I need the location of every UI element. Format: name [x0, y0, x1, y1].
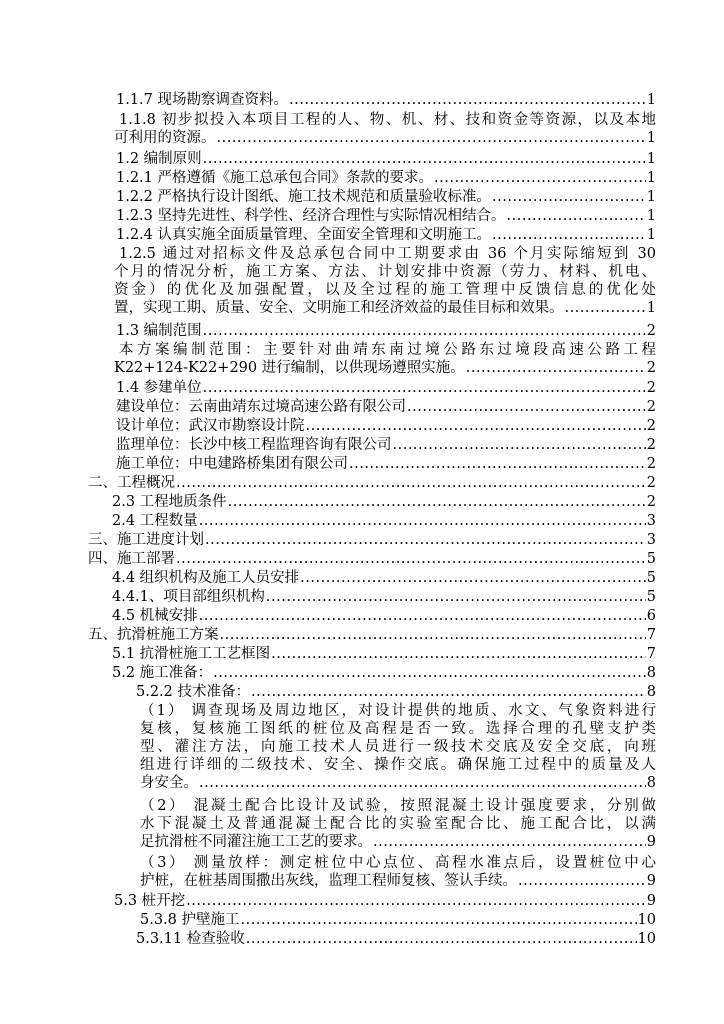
toc-entry-text: 1.2.4 认真实施全面质量管理、全面安全管理和文明施工。: [116, 227, 492, 243]
toc-entry[interactable]: [116, 398, 656, 416]
toc-leader-dots: [306, 417, 646, 435]
toc-page-number: 5: [646, 570, 656, 586]
toc-entry[interactable]: [116, 226, 656, 244]
toc-leader-dots: [289, 91, 646, 109]
toc-entry[interactable]: [112, 588, 656, 606]
toc-leader-dots: [300, 569, 646, 587]
toc-entry[interactable]: [116, 322, 656, 340]
toc-entry[interactable]: [116, 207, 656, 225]
toc-entry[interactable]: [116, 150, 656, 168]
toc-entry-text: 5.3 桩开挖: [114, 893, 186, 909]
toc-entry[interactable]: [116, 436, 656, 454]
toc-page-number: 9: [646, 873, 656, 889]
toc-page-number: 10: [637, 912, 656, 928]
toc-page-number: 1: [646, 189, 656, 205]
toc-entry[interactable]: [116, 169, 656, 187]
toc-entry-text: 5.2.2 技术准备：: [136, 684, 251, 700]
toc-leader-dots: [507, 207, 646, 225]
toc-entry-line: 型、灌注方法，向施工技术人员进行一级技术交底及安全交底，向班: [140, 739, 656, 755]
toc-page-number: 1: [646, 151, 656, 167]
toc-leader-dots: [241, 911, 637, 929]
toc-entry-text: 1.1.7 现场勘察调查资料。: [116, 92, 289, 108]
toc-page-number: 3: [646, 513, 656, 529]
toc-entry-line: 组进行详细的二级技术、安全、操作交底。确保施工过程中的质量及人: [140, 757, 656, 773]
toc-leader-dots: [373, 833, 646, 851]
toc-leader-dots: [271, 645, 646, 663]
toc-page-number: 7: [646, 627, 656, 643]
toc-leader-dots: [393, 436, 646, 454]
toc-entry-line: 个月的情况分析，施工方案、方法、计划安排中资源（劳力、材料、机电、: [114, 264, 656, 280]
toc-entry-text: 4.5 机械安排: [112, 608, 198, 624]
toc-leader-dots: [565, 299, 646, 317]
toc-leader-dots: [205, 531, 646, 549]
toc-leader-dots: [492, 188, 646, 206]
toc-page-number: 1: [646, 92, 656, 108]
toc-entry-text: 1.2.2 严格执行设计图纸、施工技术规范和质量验收标准。: [116, 189, 492, 205]
toc-entry[interactable]: [116, 91, 656, 109]
toc-entry-line: K22+124-K22+290 进行编制，以供现场遵照实施。: [114, 360, 465, 376]
toc-leader-dots: [466, 359, 646, 377]
toc-page-number: 9: [646, 834, 656, 850]
toc-leader-dots: [266, 588, 646, 606]
toc-entry-line: 1.1.8 初步拟投入本项目工程的人、物、机、材、技和资金等资源，以及本地: [119, 112, 656, 128]
toc-entry[interactable]: [114, 892, 656, 910]
toc-entry[interactable]: [140, 911, 656, 929]
toc-leader-dots: [251, 683, 646, 701]
toc-page-number: 2: [646, 360, 656, 376]
toc-page-number: 1: [646, 130, 656, 146]
toc-entry-line: 可利用的资源。: [114, 130, 216, 146]
toc-page-number: 8: [646, 775, 656, 791]
toc-page-number: 5: [646, 589, 656, 605]
toc-entry-text: 5.3.11 检查验收: [136, 931, 245, 947]
toc-page-number: 2: [646, 475, 656, 491]
toc-leader-dots: [220, 626, 646, 644]
toc-leader-dots: [176, 474, 646, 492]
toc-entry-text: 二、工程概况: [88, 475, 175, 491]
toc-entry-text: 1.4 参建单位: [116, 380, 202, 396]
toc-entry-text: 三、施工进度计划: [88, 532, 204, 548]
toc-leader-dots: [492, 226, 646, 244]
toc-page-number: 9: [646, 893, 656, 909]
toc-page-number: 1: [646, 227, 656, 243]
toc-page-number: 2: [646, 380, 656, 396]
toc-leader-dots: [349, 455, 646, 473]
toc-page-number: 1: [646, 170, 656, 186]
toc-leader-dots: [217, 129, 646, 147]
toc-leader-dots: [176, 550, 646, 568]
toc-entry[interactable]: [112, 569, 656, 587]
toc-page-number: 10: [637, 931, 656, 947]
toc-entry-text: 监理单位：长沙中核工程监理咨询有限公司: [116, 437, 392, 453]
toc-entry-text: 2.4 工程数量: [112, 513, 198, 529]
toc-entry-text: 4.4 组织机构及施工人员安排: [112, 570, 300, 586]
toc-entry-text: 5.1 抗滑桩施工工艺框图: [112, 646, 271, 662]
toc-entry-text: 2.3 工程地质条件: [112, 494, 227, 510]
toc-leader-dots: [228, 493, 646, 511]
toc-entry[interactable]: [116, 188, 656, 206]
toc-leader-dots: [203, 322, 646, 340]
toc-page-number: 3: [646, 532, 656, 548]
toc-entry-line: 复核，复核施工图纸的桩位及高程是否一致。选择合理的孔壁支护类: [140, 721, 656, 737]
toc-entry-line: 1.2.5 通过对招标文件及总承包合同中工期要求由 36 个月实际缩短到 30: [119, 246, 656, 262]
toc-entry-line: 资金）的优化及加强配置，以及全过程的施工管理中反馈信息的优化处: [114, 282, 656, 298]
toc-entry-line: 置，实现工期、质量、安全、文明施工和经济效益的最佳目标和效果。: [114, 300, 564, 316]
toc-entry[interactable]: [112, 645, 656, 663]
toc-page-number: 1: [646, 208, 656, 224]
toc-entry-text: 5.3.8 护壁施工: [140, 912, 240, 928]
toc-entry[interactable]: [116, 417, 656, 435]
toc-entry-line: （2） 混凝土配合比设计及试验，按照混凝土设计强度要求，分别做: [140, 798, 656, 814]
toc-page-number: 5: [646, 551, 656, 567]
toc-entry[interactable]: [114, 111, 656, 147]
toc-entry-text: 设计单位：武汉市勘察设计院: [116, 418, 305, 434]
toc-leader-dots: [203, 379, 646, 397]
toc-entry[interactable]: [88, 626, 656, 644]
toc-leader-dots: [199, 512, 646, 530]
toc-leader-dots: [246, 930, 637, 948]
toc-page-number: 2: [646, 418, 656, 434]
toc-entry[interactable]: [116, 379, 656, 397]
toc-entry[interactable]: [140, 702, 656, 792]
toc-page-number: 2: [646, 323, 656, 339]
toc-page-number: 8: [646, 684, 656, 700]
toc-entry[interactable]: [112, 493, 656, 511]
toc-entry[interactable]: [136, 683, 656, 701]
toc-entry-text: 五、抗滑桩施工方案: [88, 627, 219, 643]
toc-leader-dots: [407, 398, 646, 416]
toc-entry-text: 1.2.1 严格遵循《施工总承包合同》条款的要求。: [116, 170, 434, 186]
toc-page-number: 8: [646, 665, 656, 681]
toc-entry[interactable]: [112, 607, 656, 625]
toc-entry[interactable]: [114, 245, 656, 317]
toc-entry-line: （1） 调查现场及周边地区，对设计提供的地质、水文、气象资料进行: [140, 703, 656, 719]
toc-leader-dots: [203, 150, 646, 168]
toc-page-number: 2: [646, 494, 656, 510]
toc-entry-text: 1.3 编制范围: [116, 323, 202, 339]
toc-entry-text: 施工单位：中电建路桥集团有限公司: [116, 456, 348, 472]
toc-entry-line: 足抗滑桩不同灌注施工工艺的要求。: [140, 834, 372, 850]
toc-entry[interactable]: [88, 531, 656, 549]
toc-page-number: 6: [646, 608, 656, 624]
toc-entry-line: （3） 测量放样：测定桩位中心点位、高程水准点后，设置桩位中心: [140, 855, 656, 871]
toc-entry-text: 5.2 施工准备：: [112, 665, 213, 681]
toc-entry-line: 身安全。: [140, 775, 198, 791]
toc-page-number: 1: [646, 300, 656, 316]
toc-entry[interactable]: [114, 341, 656, 377]
toc-entry[interactable]: [136, 930, 656, 948]
toc-entry[interactable]: [112, 512, 656, 530]
toc-entry[interactable]: [140, 854, 656, 890]
toc-leader-dots: [213, 664, 646, 682]
toc-leader-dots: [199, 607, 646, 625]
toc-entry[interactable]: [116, 455, 656, 473]
toc-entry-line: 护桩，在桩基周围撒出灰线，监理工程师复核、签认手续。: [140, 873, 517, 889]
toc-page-number: 2: [646, 399, 656, 415]
toc-entry-text: 1.2 编制原则: [116, 151, 202, 167]
toc-leader-dots: [518, 872, 646, 890]
toc-entry[interactable]: [88, 474, 656, 492]
toc-leader-dots: [199, 774, 646, 792]
toc-entry-text: 建设单位：云南曲靖东过境高速公路有限公司: [116, 399, 406, 415]
toc-entry-line: 本方案编制范围：主要针对曲靖东南过境公路东过境段高速公路工程: [119, 342, 656, 358]
toc-entry[interactable]: [140, 797, 656, 851]
toc-page-number: 2: [646, 456, 656, 472]
toc-entry-line: 水下混凝土及普通混凝土配合比的实验室配合比、施工配合比，以满: [140, 816, 656, 832]
toc-page-number: 2: [646, 437, 656, 453]
toc-page-number: 7: [646, 646, 656, 662]
toc-entry[interactable]: [88, 550, 656, 568]
toc-entry-text: 4.4.1、项目部组织机构: [112, 589, 265, 605]
toc-leader-dots: [186, 892, 646, 910]
toc-entry[interactable]: [112, 664, 656, 682]
toc-entry-text: 四、施工部署: [88, 551, 175, 567]
toc-entry-text: 1.2.3 坚持先进性、科学性、经济合理性与实际情况相结合。: [116, 208, 506, 224]
toc-leader-dots: [434, 169, 646, 187]
